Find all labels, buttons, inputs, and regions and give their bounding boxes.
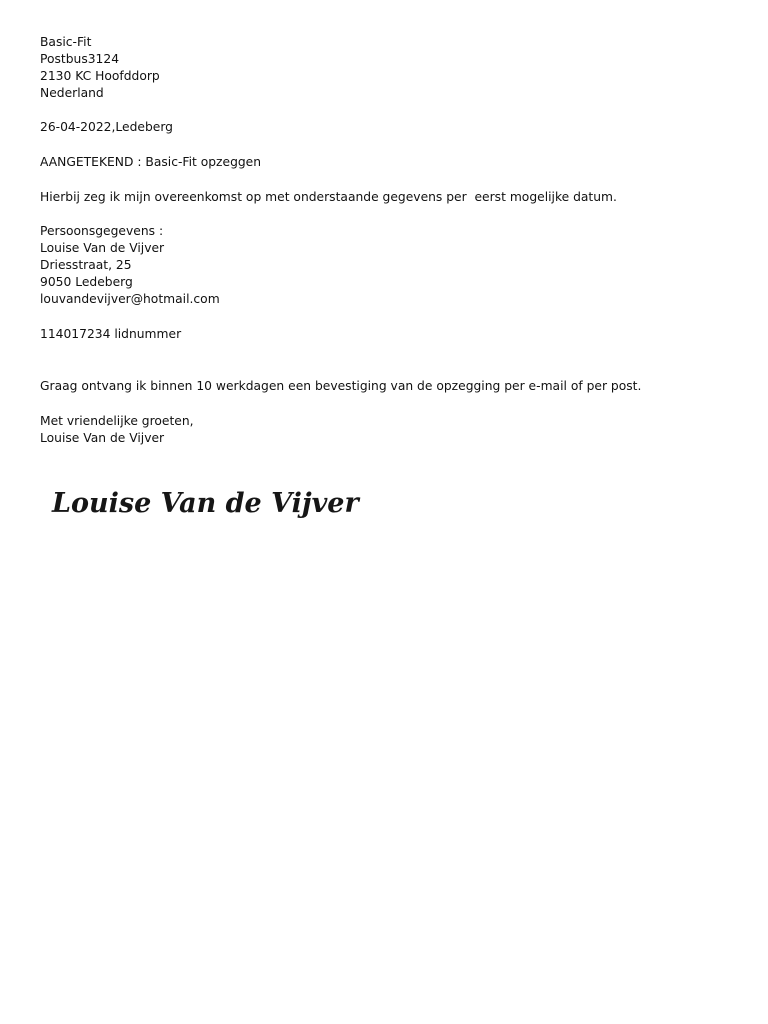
personal-heading: Persoonsgegevens : [40,224,164,238]
signature-text: Louise Van de Vijver [52,488,359,519]
closing-greeting: Met vriendelijke groeten, [40,414,194,428]
recipient-name: Basic-Fit [40,35,92,49]
member-number-line: 114017234 lidnummer [40,327,182,341]
handwritten-signature [50,480,359,526]
recipient-postbus: Postbus3124 [40,52,120,66]
letter-subject: AANGETEKEND : Basic-Fit opzeggen [40,155,262,169]
recipient-postal-city: 2130 KC Hoofddorp [40,69,160,83]
personal-email: louvandevijver@hotmail.com [40,292,220,306]
personal-street: Driesstraat, 25 [40,258,132,272]
confirmation-request: Graag ontvang ik binnen 10 werkdagen een bevestiging van de opzegging per e-mail of per post. [40,379,642,393]
personal-name: Louise Van de Vijver [40,241,165,255]
letter-intro: Hierbij zeg ik mijn overeenkomst op met onderstaande gegevens per eerst mogelijke datum. [40,190,617,204]
letter-date-place: 26-04-2022,Ledeberg [40,120,173,134]
personal-postal-city: 9050 Ledeberg [40,275,133,289]
closing-name: Louise Van de Vijver [40,431,165,445]
recipient-country: Nederland [40,86,104,100]
